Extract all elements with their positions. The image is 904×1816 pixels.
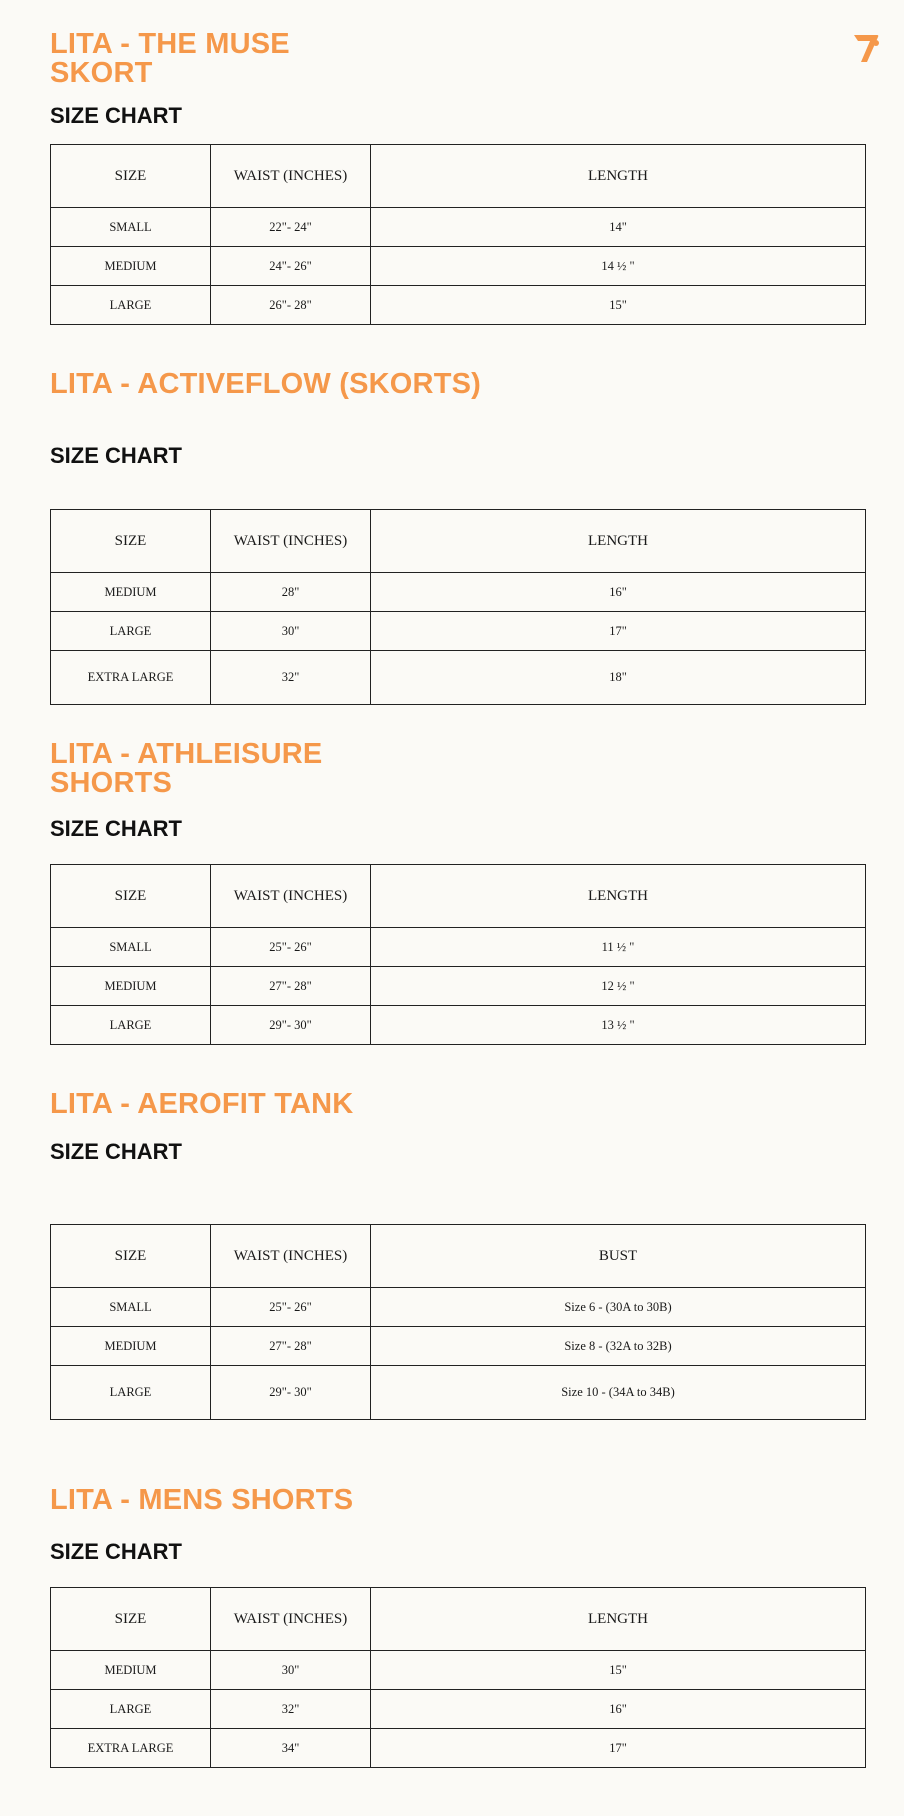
cell-size: EXTRA LARGE <box>51 651 211 705</box>
cell-length: 18" <box>371 651 866 705</box>
brand-seven-logo-icon <box>852 32 880 64</box>
cell-waist: 34" <box>211 1729 371 1768</box>
header-waist: WAIST (INCHES) <box>211 510 371 573</box>
cell-waist: 27"- 28" <box>211 1327 371 1366</box>
cell-length: 14 ½ " <box>371 247 866 286</box>
product-title-muse-skort <box>50 30 290 88</box>
cell-length: 17" <box>371 612 866 651</box>
table-row <box>51 1006 866 1045</box>
header-length: LENGTH <box>371 1588 866 1651</box>
header-length: LENGTH <box>371 865 866 928</box>
size-table-athleisure-shorts <box>50 864 866 1045</box>
header-size: SIZE <box>51 1588 211 1651</box>
size-table-activeflow <box>50 509 866 705</box>
cell-waist: 25"- 26" <box>211 1288 371 1327</box>
table-row <box>51 247 866 286</box>
header-waist: WAIST (INCHES) <box>211 1225 371 1288</box>
table-row <box>51 651 866 705</box>
table-row <box>51 1288 866 1327</box>
product-title-athleisure-shorts <box>50 740 322 798</box>
header-waist: WAIST (INCHES) <box>211 865 371 928</box>
size-table-aerofit-tank <box>50 1224 866 1420</box>
product-title-aerofit-tank <box>50 1090 353 1119</box>
cell-waist: 32" <box>211 651 371 705</box>
cell-length: 11 ½ " <box>371 928 866 967</box>
cell-length: 16" <box>371 573 866 612</box>
table-header-row <box>51 145 866 208</box>
cell-size: MEDIUM <box>51 247 211 286</box>
table-row <box>51 208 866 247</box>
header-size: SIZE <box>51 510 211 573</box>
size-table-mens-shorts <box>50 1587 866 1768</box>
cell-size: MEDIUM <box>51 967 211 1006</box>
table-row <box>51 1651 866 1690</box>
cell-size: LARGE <box>51 1006 211 1045</box>
header-waist: WAIST (INCHES) <box>211 145 371 208</box>
cell-length: 13 ½ " <box>371 1006 866 1045</box>
table-row <box>51 573 866 612</box>
table-header-row <box>51 1588 866 1651</box>
table-header-row <box>51 865 866 928</box>
product-title-line1: LITA - AEROFIT TANK <box>50 1088 354 1120</box>
size-chart-heading: SIZE CHART <box>50 103 182 128</box>
header-length: LENGTH <box>371 510 866 573</box>
table-header-row <box>51 1225 866 1288</box>
table-row <box>51 1690 866 1729</box>
cell-waist: 30" <box>211 612 371 651</box>
cell-size: LARGE <box>51 286 211 325</box>
cell-length: 12 ½ " <box>371 967 866 1006</box>
cell-length: 17" <box>371 1729 866 1768</box>
cell-size: LARGE <box>51 1690 211 1729</box>
table-row <box>51 286 866 325</box>
product-title-line1: LITA - MENS SHORTS <box>50 1484 354 1516</box>
header-size: SIZE <box>51 145 211 208</box>
table-row <box>51 1327 866 1366</box>
cell-waist: 22"- 24" <box>211 208 371 247</box>
header-length: LENGTH <box>371 145 866 208</box>
table-row <box>51 967 866 1006</box>
header-bust: BUST <box>371 1225 866 1288</box>
product-title-line1: LITA - ATHLEISURE <box>50 738 323 770</box>
header-size: SIZE <box>51 1225 211 1288</box>
cell-size: SMALL <box>51 208 211 247</box>
size-table-muse-skort <box>50 144 866 325</box>
cell-waist: 28" <box>211 573 371 612</box>
product-title-line2: SKORT <box>50 57 153 89</box>
cell-bust: Size 10 - (34A to 34B) <box>371 1366 866 1420</box>
table-row <box>51 1366 866 1420</box>
cell-size: MEDIUM <box>51 1651 211 1690</box>
cell-size: MEDIUM <box>51 573 211 612</box>
size-chart-heading: SIZE CHART <box>50 1539 182 1564</box>
size-chart-heading: SIZE CHART <box>50 443 182 468</box>
product-title-line1: LITA - ACTIVEFLOW (SKORTS) <box>50 368 482 400</box>
size-chart-heading: SIZE CHART <box>50 816 182 841</box>
cell-size: SMALL <box>51 1288 211 1327</box>
cell-waist: 26"- 28" <box>211 286 371 325</box>
cell-waist: 27"- 28" <box>211 967 371 1006</box>
cell-size: LARGE <box>51 612 211 651</box>
cell-waist: 30" <box>211 1651 371 1690</box>
cell-waist: 32" <box>211 1690 371 1729</box>
header-waist: WAIST (INCHES) <box>211 1588 371 1651</box>
product-title-activeflow <box>50 370 481 399</box>
cell-size: EXTRA LARGE <box>51 1729 211 1768</box>
table-row <box>51 612 866 651</box>
table-row <box>51 1729 866 1768</box>
table-row <box>51 928 866 967</box>
product-title-line1: LITA - THE MUSE <box>50 28 290 60</box>
cell-length: 15" <box>371 1651 866 1690</box>
cell-length: 16" <box>371 1690 866 1729</box>
cell-bust: Size 6 - (30A to 30B) <box>371 1288 866 1327</box>
cell-length: 14" <box>371 208 866 247</box>
cell-waist: 29"- 30" <box>211 1006 371 1045</box>
cell-bust: Size 8 - (32A to 32B) <box>371 1327 866 1366</box>
cell-size: SMALL <box>51 928 211 967</box>
product-title-line2: SHORTS <box>50 767 173 799</box>
cell-size: LARGE <box>51 1366 211 1420</box>
cell-waist: 29"- 30" <box>211 1366 371 1420</box>
header-size: SIZE <box>51 865 211 928</box>
product-title-mens-shorts <box>50 1486 353 1515</box>
cell-waist: 25"- 26" <box>211 928 371 967</box>
cell-size: MEDIUM <box>51 1327 211 1366</box>
table-header-row <box>51 510 866 573</box>
size-chart-heading: SIZE CHART <box>50 1139 182 1164</box>
cell-length: 15" <box>371 286 866 325</box>
cell-waist: 24"- 26" <box>211 247 371 286</box>
